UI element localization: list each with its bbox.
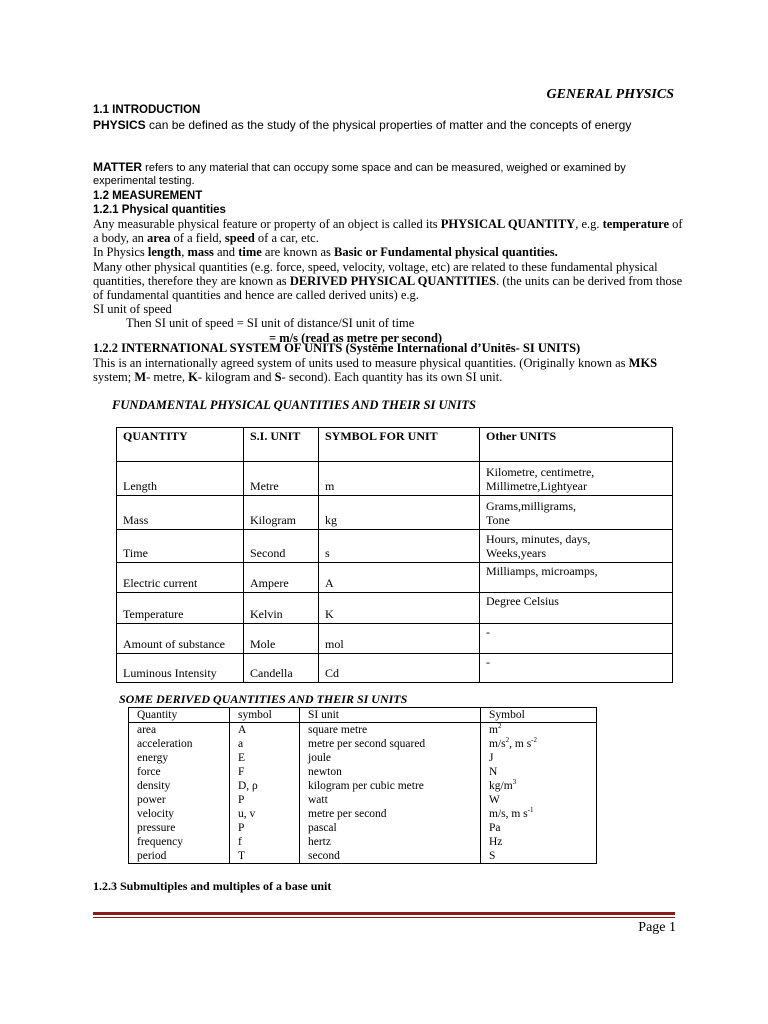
cell [481,723,597,738]
physical-quantity-term: PHYSICAL QUANTITY [440,217,576,231]
cell: Kilogram [244,496,319,530]
cell: Hz [481,835,597,849]
unit-text: , m s [509,738,532,750]
section-measurement [93,189,683,217]
table-row [117,563,673,593]
k-term: K [188,370,198,384]
cell [481,779,597,793]
text: This is an internationally agreed system of units used to measure physical quantities. (Originally known as [93,355,629,370]
pq-paragraph-5: Then SI unit of speed = SI unit of distance/SI unit of time [126,316,415,331]
table-row [117,530,673,563]
table-row [129,779,597,793]
pq-paragraph-3 [93,260,683,303]
pq-paragraph-4: SI unit of speed [93,302,172,317]
speed-term: speed [224,231,255,246]
cell: square metre [300,723,481,738]
cell: m [319,462,480,496]
text: of a body, an [93,217,683,246]
cell: - [480,654,673,683]
cell: K [319,593,480,624]
cell [481,807,597,821]
text: system; [93,370,135,384]
cell: T [230,849,300,864]
footer-rule-thin [93,917,675,918]
cell: s [319,530,480,563]
cell: period [129,849,230,864]
table-row [117,496,673,530]
section-si-units [93,341,683,385]
footer-rule-thick [93,912,675,915]
cell: Pa [481,821,597,835]
table2-title: SOME DERIVED QUANTITIES AND THEIR SI UNITS [119,692,408,706]
cell: u, v [230,807,300,821]
cell: Candella [244,654,319,683]
pq-paragraph-1 [93,217,683,245]
heading-submultiples: 1.2.3 Submultiples and multiples of a base unit [93,879,332,893]
table-row [129,751,597,765]
cell: metre per second squared [300,737,481,751]
cell: Time [117,530,244,563]
physics-term: PHYSICS [93,118,146,132]
table-row [129,723,597,738]
table-row [129,821,597,835]
cell: pressure [129,821,230,835]
text: - kilogram and [197,370,275,384]
col-header: QUANTITY [117,428,244,462]
s-term: S [274,370,282,384]
cell: power [129,793,230,807]
table-row [129,793,597,807]
cell: density [129,779,230,793]
unit-text: m/s, m s [489,808,528,820]
cell [480,496,673,530]
unit-sup: -1 [527,806,534,815]
cell: force [129,765,230,779]
cell: Second [244,530,319,563]
fundamental-quantities-table [116,427,673,683]
cell: velocity [129,807,230,821]
cell: watt [300,793,481,807]
cell-line: Weeks,years [486,546,547,560]
temperature-term: temperature [602,217,670,231]
unit-sup: 3 [512,778,517,787]
cell: hertz [300,835,481,849]
cell: kilogram per cubic metre [300,779,481,793]
section-introduction [93,103,683,133]
cell: Metre [244,462,319,496]
cell: metre per second [300,807,481,821]
col-header: Symbol [481,708,597,723]
mks-term: MKS [628,355,658,370]
cell-line: Tone [486,513,510,527]
text: , e.g. [575,217,603,231]
unit-sup: 2 [497,722,502,731]
cell: Luminous Intensity [117,654,244,683]
matter-term: MATTER [93,160,143,174]
cell: P [230,821,300,835]
cell: frequency [129,835,230,849]
physics-def-text: can be defined as the study of the physical properties of matter and the concepts of energy [145,118,632,132]
matter-def-text: refers to any material that can occupy some space and can be measured, weighed or examined by experimental testing. [93,162,626,187]
physical-quantities-body [93,217,683,345]
table-row [129,835,597,849]
cell: - [480,624,673,654]
text: - metre, [146,370,189,384]
cell-line: Kilometre, centimetre, [486,465,595,479]
table-header-row [117,428,673,462]
text: Many other physical quantities (e.g. force, speed, velocity, voltage, etc) are related to these fundamental physical quantities, therefore they are known as [93,259,658,288]
cell: Kelvin [244,593,319,624]
cell: Electric current [117,563,244,593]
cell: newton [300,765,481,779]
cell-line: Hours, minutes, days, [486,532,591,546]
text: of a field, [170,231,225,246]
cell: Amount of substance [117,624,244,654]
unit-text: m/s [489,738,506,750]
cell: acceleration [129,737,230,751]
col-header: S.I. UNIT [244,428,319,462]
text: In Physics [93,245,148,260]
cell: second [300,849,481,864]
cell: D, ρ [230,779,300,793]
col-header: SI unit [300,708,481,723]
derived-quantities-table [128,707,597,864]
cell-line: Grams,milligrams, [486,499,576,513]
cell: Milliamps, microamps, [480,563,673,593]
cell: mol [319,624,480,654]
text: and [213,245,239,260]
cell: Cd [319,654,480,683]
cell: Temperature [117,593,244,624]
unit-sup: 2 [505,736,510,745]
matter-definition [93,161,683,188]
cell-line: Millimetre,Lightyear [486,479,587,493]
time-term: time [238,245,262,260]
table-row [117,654,673,683]
text: , [181,245,188,260]
text: - second). Each quantity has its own SI unit. [281,370,503,384]
unit-text: m [489,724,498,736]
si-paragraph [93,356,683,385]
text: of a car, etc. [254,231,319,246]
cell: P [230,793,300,807]
text: . (the units can be derived from those of fundamental quantities and hence are called derived units) e.g. [93,273,683,303]
cell: Ampere [244,563,319,593]
heading-introduction: 1.1 INTRODUCTION [93,104,201,116]
table-row [129,765,597,779]
unit-sup: -2 [531,736,538,745]
table-row [129,737,597,751]
table-header-row [129,708,597,723]
physics-definition [93,117,683,133]
cell: A [319,563,480,593]
heading-physical-quantities: 1.2.1 Physical quantities [93,204,226,216]
cell: Mass [117,496,244,530]
table-row [117,462,673,496]
cell: S [481,849,597,864]
heading-si-units: 1.2.2 INTERNATIONAL SYSTEM OF UNITS (Systēme International d’Unitēs- SI UNITS) [93,341,581,355]
cell: A [230,723,300,738]
table1-title: FUNDAMENTAL PHYSICAL QUANTITIES AND THEIR SI UNITS [112,398,476,412]
running-header: GENERAL PHYSICS [546,87,674,102]
cell: joule [300,751,481,765]
col-header: symbol [230,708,300,723]
table-row [117,624,673,654]
pq-paragraph-6: = m/s (read as metre per second) [269,330,443,345]
cell [480,530,673,563]
col-header: SYMBOL FOR UNIT [319,428,480,462]
m-term: M [134,370,147,384]
cell [481,737,597,751]
derived-term: DERIVED PHYSICAL QUANTITIES [289,273,497,288]
cell: a [230,737,300,751]
cell: Length [117,462,244,496]
table-row [117,593,673,624]
area-term: area [147,231,171,246]
cell: E [230,751,300,765]
cell: N [481,765,597,779]
text: Any measurable physical feature or property of an object is called its [93,217,441,231]
cell: f [230,835,300,849]
cell: energy [129,751,230,765]
heading-measurement: 1.2 MEASUREMENT [93,190,203,202]
mass-term: mass [187,245,214,260]
cell: pascal [300,821,481,835]
col-header: Quantity [129,708,230,723]
unit-text: kg/m [489,780,513,792]
text: are known as [261,245,334,260]
fundamental-term: Basic or Fundamental physical quantities. [334,245,558,260]
col-header: Other UNITS [480,428,673,462]
page-number: Page 1 [638,920,676,935]
table-row [129,849,597,864]
cell: Degree Celsius [480,593,673,624]
cell [480,462,673,496]
table-row [129,807,597,821]
pq-paragraph-2 [93,245,683,259]
cell: J [481,751,597,765]
cell: kg [319,496,480,530]
cell: F [230,765,300,779]
cell: Mole [244,624,319,654]
cell: area [129,723,230,738]
length-term: length [147,245,182,260]
cell: W [481,793,597,807]
